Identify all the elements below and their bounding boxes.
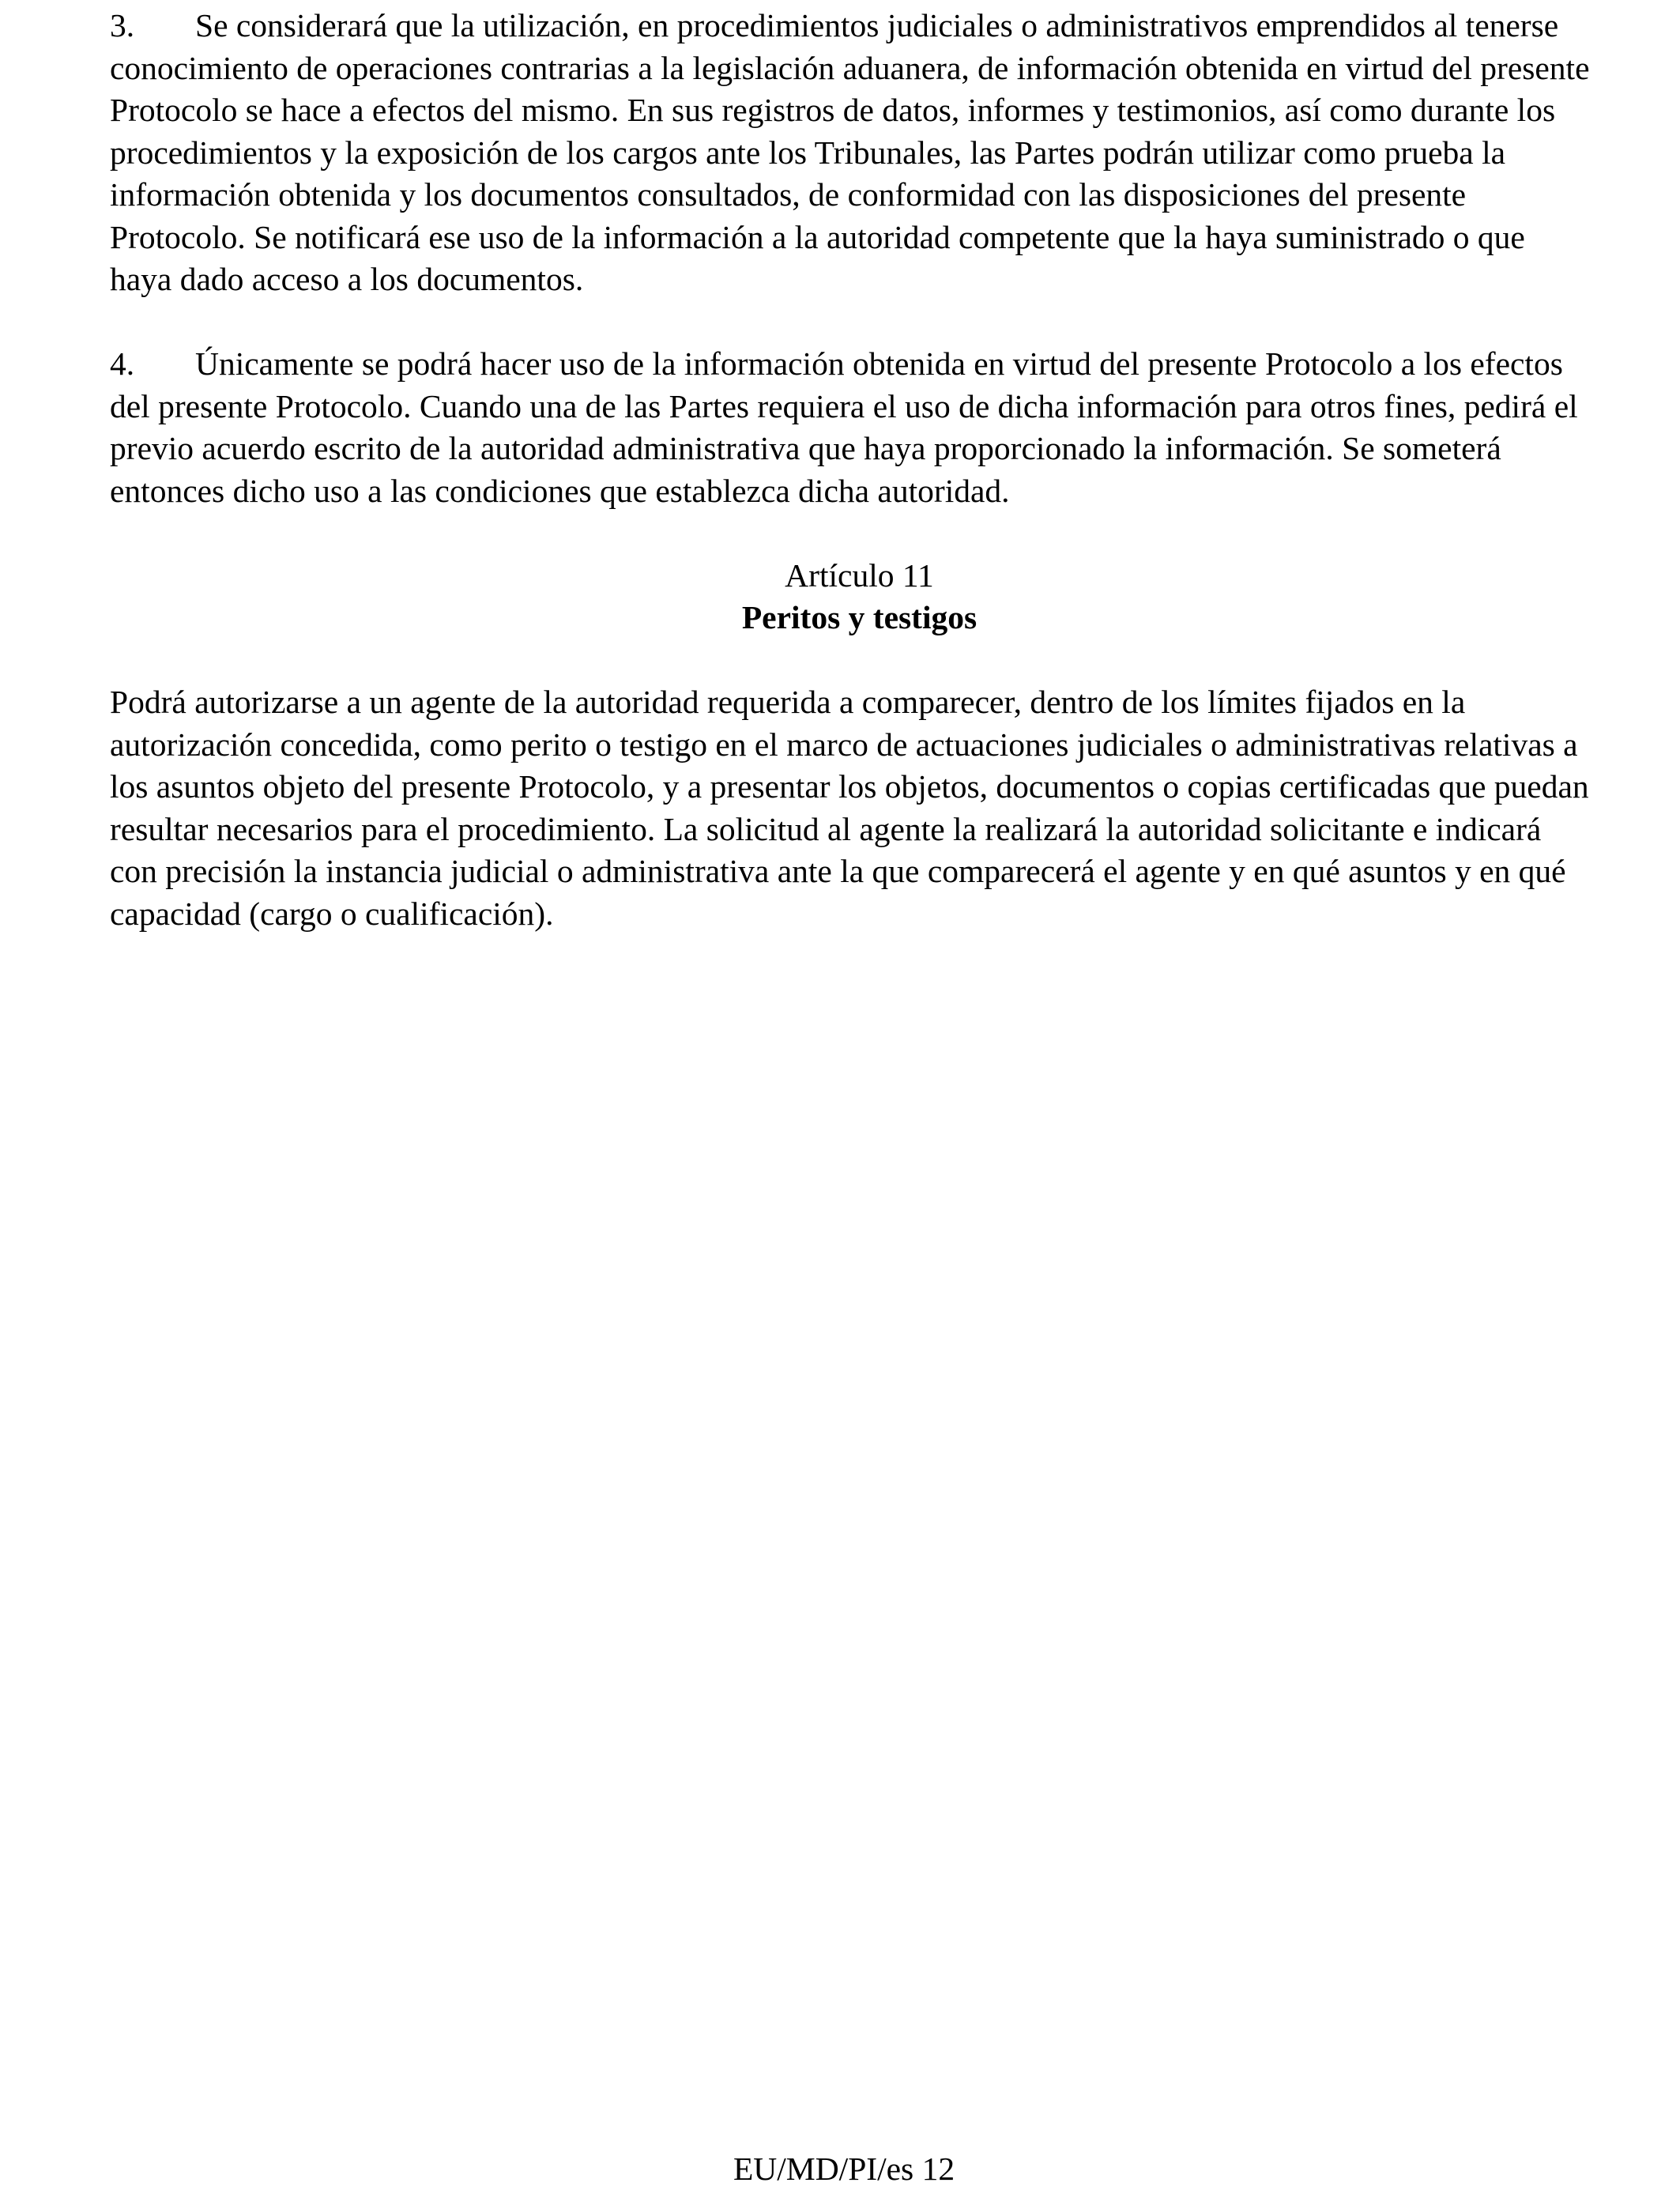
paragraph-3 [110, 5, 1591, 301]
article-body: Podrá autorizarse a un agente de la autoridad requerida a comparecer, dentro de los límites fijados en la autorización concedida, como perito o testigo en el marco de actuaciones judiciales o administrativas relativas a los asuntos objeto del presente Protocolo, y a presentar los objetos, documentos o copias certificadas que puedan resultar necesarios para el procedimiento. La solicitud al agente la realizará la autoridad solicitante e indicará con precisión la instancia judicial o administrativa ante la que comparecerá el agente y en qué asuntos y en qué capacidad (cargo o cualificación). [110, 684, 1589, 932]
article-title: Peritos y testigos [741, 599, 977, 635]
document-page [110, 5, 1591, 935]
article-heading [110, 555, 1591, 639]
article-number: Artículo 11 [785, 556, 934, 594]
paragraph-text: Únicamente se podrá hacer uso de la información obtenida en virtud del presente Protocolo a los efectos del presente Protocolo. Cuando una de las Partes requiera el uso de dicha información para otros fines, pedirá el previo acuerdo escrito de la autoridad administrativa que haya proporcionado la información. Se someterá entonces dicho uso a las condiciones que establezca dicha autoridad. [110, 345, 1578, 509]
page-footer [0, 2148, 1680, 2190]
paragraph-number: 3. [110, 7, 135, 43]
paragraph-4 [110, 343, 1591, 512]
paragraph-text: Se considerará que la utilización, en procedimientos judiciales o administrativos emprendidos al tenerse conocimiento de operaciones contrarias a la legislación aduanera, de información obtenida en virtud del presente Protocolo se hace a efectos del mismo. En sus registros de datos, informes y testimonios, así como durante los procedimientos y la exposición de los cargos ante los Tribunales, las Partes podrán utilizar como prueba la información obtenida y los documentos consultados, de conformidad con las disposiciones del presente Protocolo. Se notificará ese uso de la información a la autoridad competente que la haya suministrado o que haya dado acceso a los documentos. [110, 7, 1590, 297]
page-reference: EU/MD/PI/es 12 [733, 2151, 955, 2187]
paragraph-number: 4. [110, 345, 135, 382]
